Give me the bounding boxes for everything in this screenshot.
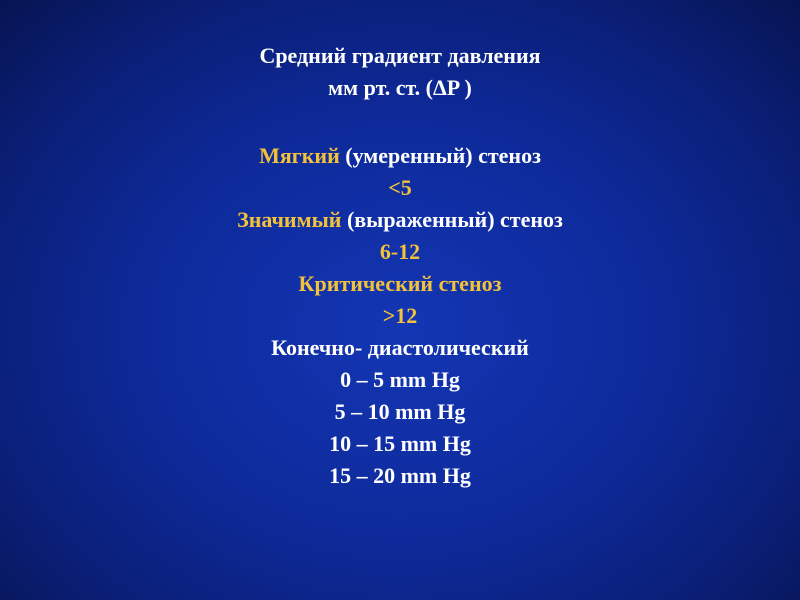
mild-qualifier: (умеренный) стеноз [339, 143, 541, 168]
critical-stenosis-label: Критический стеноз [298, 271, 502, 296]
end-diastolic-value-4: 15 – 20 mm Hg [329, 463, 471, 488]
title-line-1: Средний градиент давления [259, 43, 541, 68]
mild-label: Мягкий [259, 143, 340, 168]
significant-qualifier: (выраженный) стеноз [341, 207, 563, 232]
critical-value: >12 [382, 303, 418, 328]
end-diastolic-value-2: 5 – 10 mm Hg [334, 399, 466, 424]
mild-value: <5 [388, 175, 412, 200]
title-line-2: мм рт. ст. (ΔP ) [328, 75, 472, 100]
slide-content [0, 140, 800, 492]
end-diastolic-value-3: 10 – 15 mm Hg [329, 431, 471, 456]
end-diastolic-label: Конечно- диастолический [271, 335, 529, 360]
significant-stenosis-row [0, 204, 800, 236]
significant-label: Значимый [237, 207, 342, 232]
mild-stenosis-row [0, 140, 800, 172]
end-diastolic-value-1: 0 – 5 mm Hg [340, 367, 460, 392]
significant-value: 6-12 [379, 239, 421, 264]
slide-title [0, 40, 800, 104]
